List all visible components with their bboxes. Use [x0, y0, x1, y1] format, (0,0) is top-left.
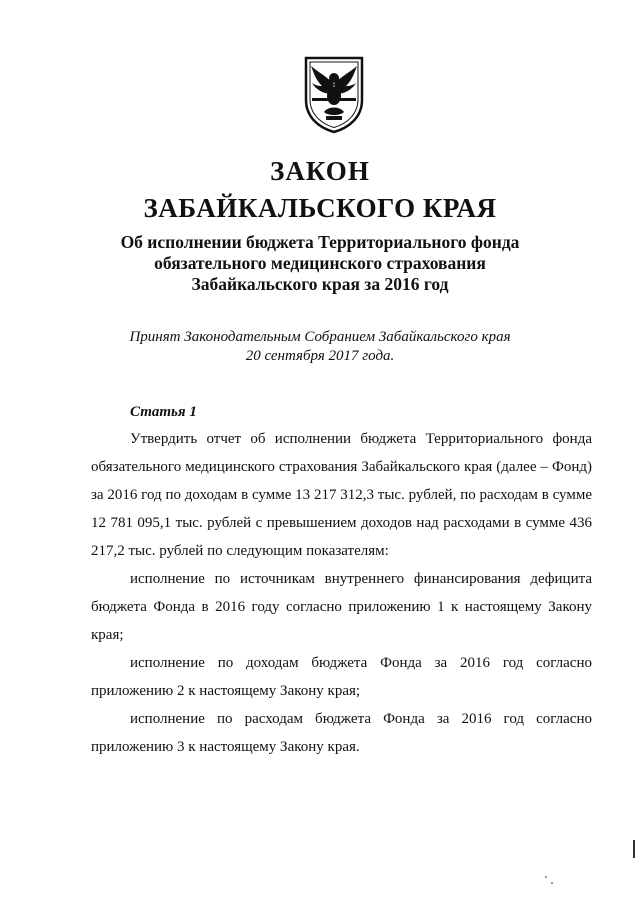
subtitle-line-2: обязательного медицинского страхования [154, 253, 486, 273]
coat-of-arms-icon [302, 54, 366, 134]
scan-speck [545, 876, 547, 878]
region-title: ЗАБАЙКАЛЬСКОГО КРАЯ [143, 193, 497, 223]
scan-speck [551, 882, 553, 884]
scan-edge-mark [633, 840, 639, 858]
law-subject [120, 232, 520, 295]
article-body [91, 425, 592, 761]
subtitle-line-1: Об исполнении бюджета Территориального фонда [120, 232, 520, 252]
article-paragraph: исполнение по расходам бюджета Фонда за 2016 год согласно приложению 3 к настоящему Закону края. [91, 711, 592, 755]
subtitle-line-3: Забайкальского края за 2016 год [191, 274, 449, 294]
adoption-line-1: Принят Законодательным Собранием Забайкальского края [129, 329, 511, 345]
article-paragraph: Утвердить отчет об исполнении бюджета Территориального фонда обязательного медицинского страхования Забайкальского края (далее – Фонд) за 2016 год по доходам в сумме 13 217 312,3 тыс. рублей, по расходам в сумме 12 781 095,1 тыс. рублей с превышением доходов над расходами в сумме 436 217,2 тыс. рублей по следующим показателям: [91, 431, 592, 559]
adoption-date: 20 сентября 2017 года. [245, 348, 395, 364]
article-heading: Статья 1 [130, 404, 197, 420]
article-paragraph: исполнение по доходам бюджета Фонда за 2016 год согласно приложению 2 к настоящему Закону края; [91, 655, 592, 699]
article-paragraph: исполнение по источникам внутреннего финансирования дефицита бюджета Фонда в 2016 году согласно приложению 1 к настоящему Закону края; [91, 571, 592, 643]
law-title: ЗАКОН [270, 156, 370, 186]
adoption-note [100, 328, 540, 366]
